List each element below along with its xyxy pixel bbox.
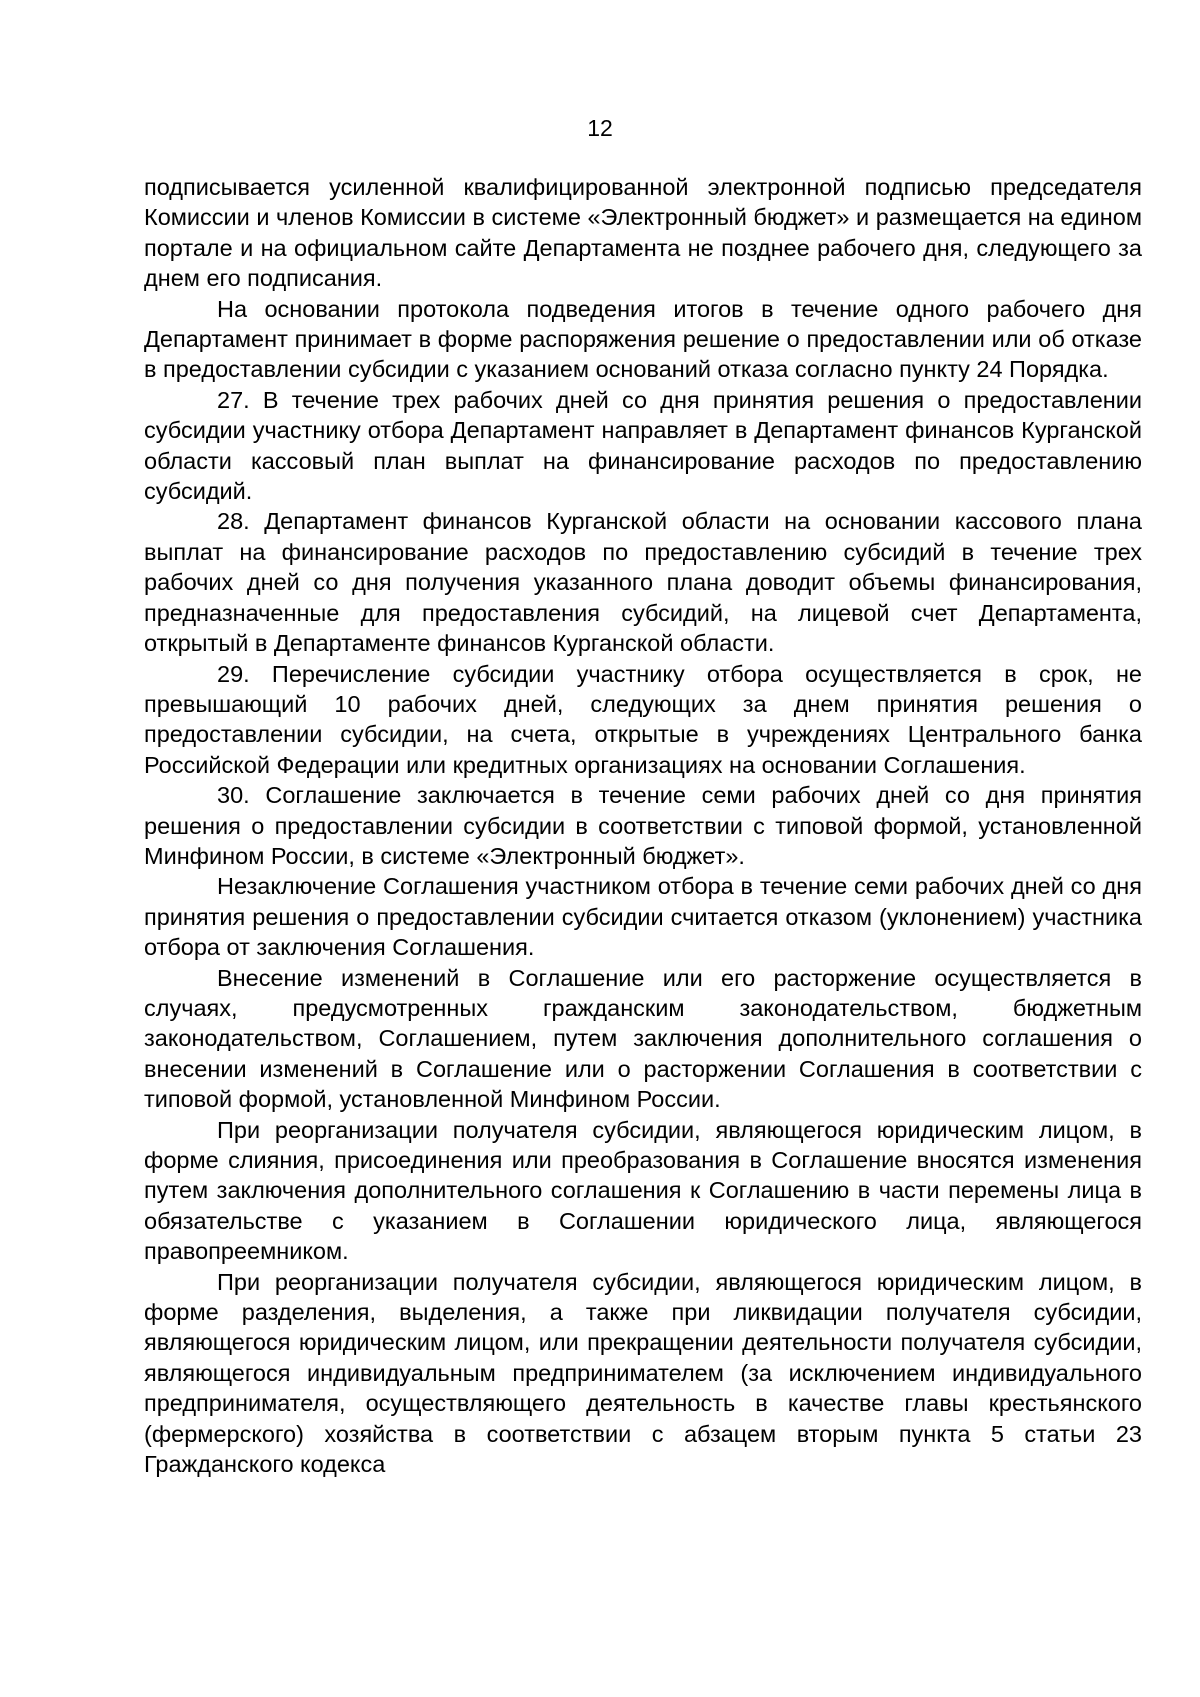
page-number: 12 [587,115,613,141]
paragraph-continuation: подписывается усиленной квалифицированной электронной подписью председателя Комиссии и членов Комиссии в системе «Электронный бюджет» и размещается на едином портале и на официальном сайте Департамента не позднее рабочего дня, следующего за днем его подписания. [144,174,1142,292]
paragraph-item-29: 29. Перечисление субсидии участнику отбора осуществляется в срок, не превышающий 10 рабочих дней, следующих за днем принятия решения о предоставлении субсидии, на счета, открытые в учреждениях Центрального банка Российской Федерации или кредитных организациях на основании Соглашения. [144,660,1142,778]
paragraph-item-30: 30. Соглашение заключается в течение семи рабочих дней со дня принятия решения о предоставлении субсидии в соответствии с типовой формой, установленной Минфином России, в системе «Электронный бюджет». [144,782,1142,869]
paragraph-reorganization-division: При реорганизации получателя субсидии, являющегося юридическим лицом, в форме разделения, выделения, а также при ликвидации получателя субсидии, являющегося юридическим лицом, или прекращении деятельности получателя субсидии, являющегося индивидуальным предпринимателем (за исключением индивидуального предпринимателя, осуществляющего деятельность в качестве главы крестьянского (фермерского) хозяйства в соответствии с абзацем вторым пункта 5 статьи 23 Гражданского кодекса [144,1268,1142,1478]
paragraph-item-27: 27. В течение трех рабочих дней со дня принятия решения о предоставлении субсидии участнику отбора Департамент направляет в Департамент финансов Курганской области кассовый план выплат на финансирование расходов по предоставлению субсидий. [144,386,1142,505]
paragraph-item-28: 28. Департамент финансов Курганской области на основании кассового плана выплат на финансирование расходов по предоставлению субсидий в течение трех рабочих дней со дня получения указанного плана доводит объемы финансирования, предназначенные для предоставления субсидий, на лицевой счет Департамента, открытый в Департаменте финансов Курганской области. [144,508,1142,657]
paragraph-reorganization-merger: При реорганизации получателя субсидии, являющегося юридическим лицом, в форме слияния, присоединения или преобразования в Соглашение вносятся изменения путем заключения дополнительного соглашения к Соглашению в части перемены лица в обязательстве с указанием в Соглашении юридического лица, являющегося правопреемником. [144,1116,1142,1265]
paragraph-non-conclusion: Незаключение Соглашения участником отбора в течение семи рабочих дней со дня принятия решения о предоставлении субсидии считается отказом (уклонением) участника отбора от заключения Соглашения. [144,873,1142,961]
paragraph-amendments: Внесение изменений в Соглашение или его расторжение осуществляется в случаях, предусмотренных гражданским законодательством, бюджетным законодательством, Соглашением, путем заключения дополнительного соглашения о внесении изменений в Соглашение или о расторжении Соглашения в соответствии с типовой формой, установленной Минфином России. [144,964,1142,1113]
document-body [144,172,1142,1479]
paragraph-protocol-decision: На основании протокола подведения итогов в течение одного рабочего дня Департамент принимает в форме распоряжения решение о предоставлении или об отказе в предоставлении субсидии с указанием оснований отказа согласно пункту 24 Порядка. [144,295,1142,383]
